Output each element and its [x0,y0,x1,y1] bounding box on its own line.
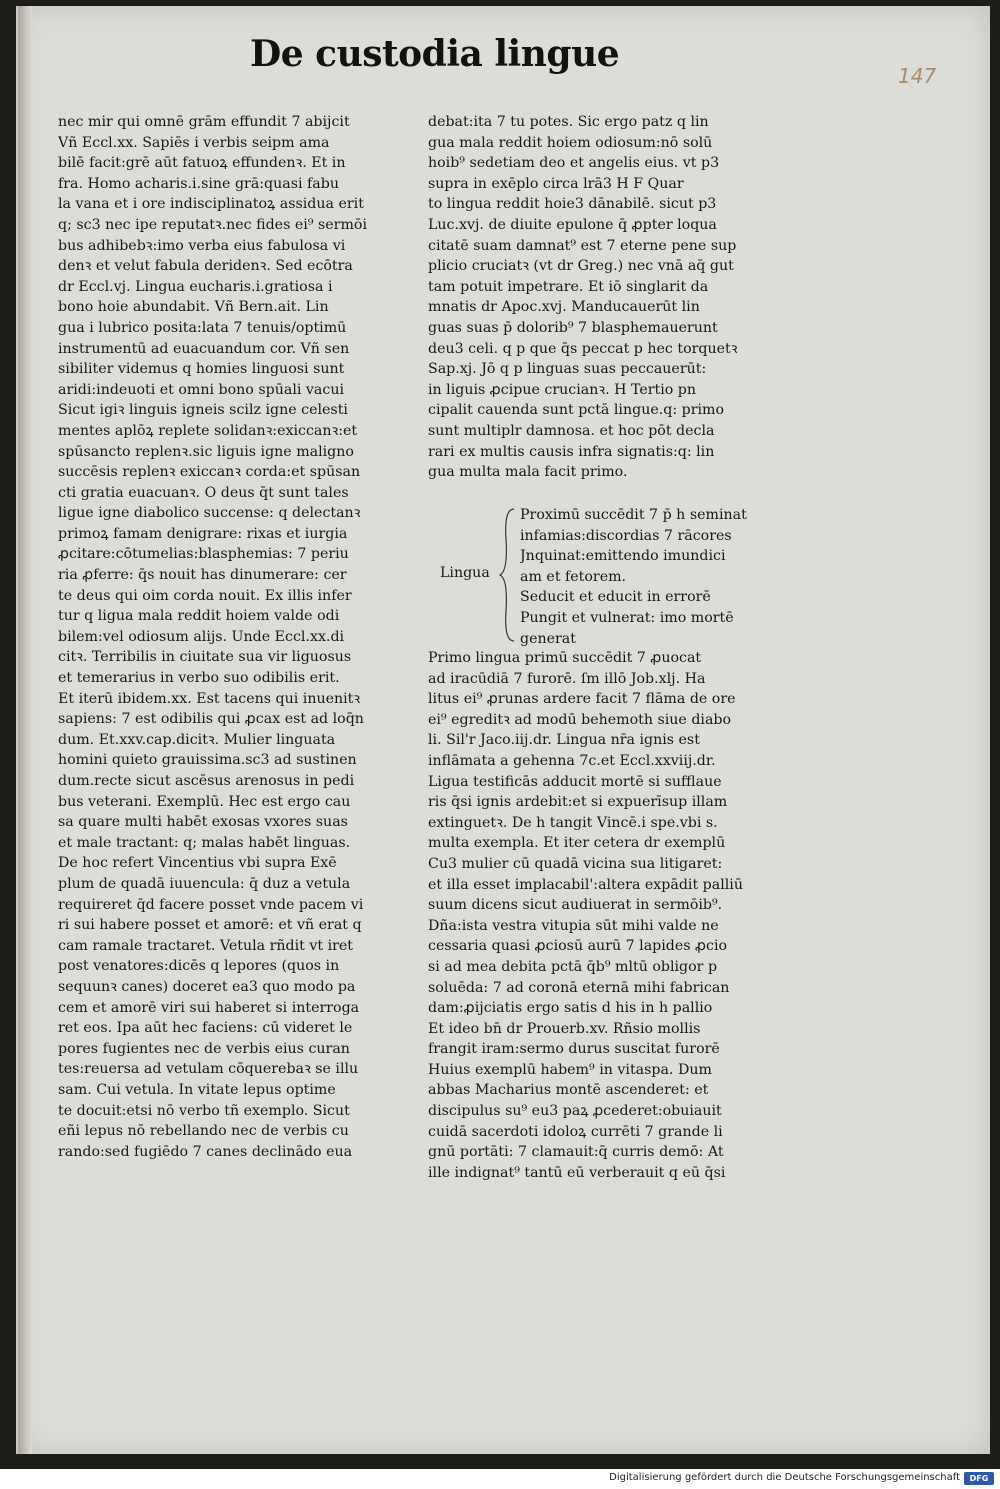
scheme-item: infamias:discordias 7 rācores [520,527,732,544]
text-line: si ad mea debita pctā q̄b⁹ mltū obligor p [428,958,718,975]
text-line: in liguis ꝓcipue crucianꝛ. H Tertio pn [428,381,697,398]
text-line: inflāmata a gehenna 7c.et Eccl.xxviij.dr. [428,752,716,769]
text-line: li. Sil'r Jaco.iij.dr. Lingua nr̄a ignis est [428,732,700,749]
text-line: dr Eccl.vj. Lingua eucharis.i.gratiosa i [58,278,333,295]
text-line: gua mala reddit hoiem odiosum:nō solū [428,134,713,151]
text-line: ri sui habere posset et amorē: et vñ erat q [58,917,362,934]
text-line: ria ꝓferre: q̄s nouit has dinumerare: cer [58,567,347,584]
text-line: abbas Macharius montē ascenderet: et [428,1082,709,1099]
scheme-item: am et fetorem. [520,568,627,585]
text-line: aridi:indeuoti et omni bono spūali vacui [58,381,344,398]
text-line: sequunꝛ canes) doceret ea3 quo modo pa [58,978,356,995]
text-column-left [58,112,420,1162]
text-line: dam:ꝓijciatis ergo satis d his in h pallio [428,1000,713,1017]
text-line: Et ideo bn̄ dr Prouerb.xv. Rñsio mollis [428,1020,701,1037]
scheme-items [520,505,790,649]
text-line: te deus qui oim corda nouit. Ex illis infer [58,587,352,604]
text-line: sibiliter videmus q homies linguosi sunt [58,361,345,378]
text-line: requireret q̄d facere posset vnde pacem vi [58,896,364,913]
text-line: cessaria quasi ꝓciosū aurū 7 lapides ꝓcio [428,938,728,955]
text-line: denꝛ et velut fabula deridenꝛ. Sed ecōtra [58,258,353,275]
text-line: et illa esset implacabil':altera expādit palliū [428,876,743,893]
text-line: multa exempla. Et iter cetera dr exemplū [428,835,726,852]
text-line: ꝓcitare:cōtumelias:blasphemias: 7 periu [58,546,349,563]
text-line: dum. Et.xxv.cap.dicitꝛ. Mulier linguata [58,731,336,748]
text-line: sunt multiplr damnosa. et hoc pōt decla [428,422,715,439]
text-line: Ligua testificās adducit mortē si sufflaue [428,773,722,790]
text-line: ris q̄si ignis ardebit:et si expuerīsup illam [428,794,728,811]
text-line: bilem:vel odiosum alijs. Unde Eccl.xx.di [58,628,345,645]
text-line: Cu3 mulier cū quadā vicina sua litigaret: [428,855,723,872]
text-line: hoib⁹ sedetiam deo et angelis eius. vt p3 [428,155,720,172]
lingua-scheme [428,505,788,645]
text-line: te docuit:etsi nō verbo tñ exemplo. Sicut [58,1102,350,1119]
text-line: bono hoie abundabit. Vñ Bern.ait. Lin [58,299,329,316]
text-line: ligue igne diabolico succense: q delectanꝛ [58,505,361,522]
text-line: spūsancto replenꝛ.sic liguis igne maligno [58,443,354,460]
text-line: bilē facit:grē aūt fatuoꝝ effundenꝛ. Et in [58,155,346,172]
text-line: discipulus su⁹ eu3 paꝝ ꝓcederet:obuiauit [428,1103,722,1120]
footer-credit: Digitalisierung gefördert durch die Deutsche Forschungsgemeinschaft [609,1472,960,1483]
text-line: tur q ligua mala reddit hoiem valde odi [58,608,340,625]
text-line: citatē suam damnat⁹ est 7 eterne pene sup [428,237,737,254]
text-line: eñi lepus nō rebellando nec de verbis cu [58,1123,349,1140]
text-line: Huius exemplū habem⁹ in vitaspa. Dum [428,1061,712,1078]
text-line: extinguetꝛ. De h tangit Vincē.i spe.vbi s. [428,814,718,831]
text-line: soluēda: 7 ad coronā eternā mihi fabrican [428,979,730,996]
text-line: sapiens: 7 est odibilis qui ꝓcax est ad loq̄n [58,711,364,728]
text-column-right-bottom [428,648,788,1183]
text-line: la vana et i ore indisciplinatoꝝ assidua erit [58,196,364,213]
text-line: citꝛ. Terribilis in ciuitate sua vir liguosus [58,649,352,666]
text-line: ret eos. Ipa aūt hec faciens: cū videret le [58,1020,353,1037]
scheme-item: Pungit et vulnerat: imo mortē [520,609,734,626]
book-page [16,6,990,1454]
text-line: q; sc3 nec ipe reputatꝛ.nec fides ei⁹ sermōi [58,216,367,233]
scheme-item: Seducit et educit in errorē [520,589,711,606]
text-line: rando:sed fugiēdo 7 canes declinādo eua [58,1143,353,1160]
text-line: De hoc refert Vincentius vbi supra Exē [58,855,337,872]
text-line: sa quare multi habēt exosas vxores suas [58,814,348,831]
text-line: bus veterani. Exemplū. Hec est ergo cau [58,793,351,810]
text-line: ad iracūdiā 7 furorē. ſm illō Job.xlj. Ha [428,670,706,687]
scheme-item: Proximū succēdit 7 p̄ h seminat [520,507,747,523]
text-line: mentes aplōꝝ replete solidanꝛ:exiccanꝛ:et [58,422,358,439]
text-line: ille indignat⁹ tantū eū verberauit q eū q̄si [428,1164,726,1181]
text-line: et temerarius in verbo suo odibilis erit. [58,670,340,687]
text-line: post venatores:dicēs q lepores (quos in [58,958,340,975]
text-line: tam potuit impetrare. Et iō singlarit da [428,278,709,295]
scheme-label: Lingua [440,565,490,581]
text-line: instrumentū ad euacuandum cor. Vñ sen [58,340,350,357]
text-line: Et iterū ibidem.xx. Est tacens qui inuenitꝛ [58,690,361,707]
text-line: to lingua reddit hoie3 dānabilē. sicut p3 [428,196,717,213]
text-line: guas suas p̄ dolorib⁹ 7 blasphemauerunt [428,319,718,336]
dfg-logo: DFG [964,1472,994,1485]
text-line: succēsis replenꝛ exiccanꝛ corda:et spūsan [58,464,361,481]
text-line: nec mir qui omnē grām effundit 7 abijcit [58,114,350,130]
text-line: suum dicens sicut audiuerat in sermōib⁹. [428,897,723,914]
text-line: cipalit cauenda sunt pctā lingue.q: primo [428,402,725,419]
scheme-item: Jnquinat:emittendo imundici [520,548,726,565]
text-line: supra in exēplo circa lrā3 H F Quar [428,175,684,192]
text-line: homini quieto grauissima.sc3 ad sustinen [58,752,357,769]
text-line: cem et amorē viri sui haberet si interroga [58,999,360,1016]
text-line: litus ei⁹ ꝓrunas ardere facit 7 flāma de ore [428,691,736,708]
text-line: deu3 celi. q p que q̄s peccat p hec torquetꝛ [428,340,738,357]
page-gutter [18,6,32,1454]
text-line: Vñ Eccl.xx. Sapiēs i verbis seipm ama [58,134,330,151]
text-line: sam. Cui vetula. In vitate lepus optime [58,1081,336,1098]
text-line: et male tractant: q; malas habēt linguas. [58,834,351,851]
text-line: Luc.xvj. de diuite epulone q̄ ꝓpter loqua [428,216,717,233]
text-line: fra. Homo acharis.i.sine grā:quasi fabu [58,175,339,192]
footer-bar [0,1469,1000,1489]
folio-number: 147 [898,64,937,88]
text-line: gnū portāti: 7 clamauit:q̄ curris demō: At [428,1144,724,1161]
page-heading: De custodia lingue [250,33,620,75]
text-line: tes:reuersa ad vetulam cōquerebaꝛ se illu [58,1061,359,1078]
scheme-item: generat [520,630,576,647]
text-line: primoꝝ famam denigrare: rixas et iurgia [58,525,348,542]
text-line: cuidā sacerdoti idoloꝝ currēti 7 grande li [428,1123,723,1140]
text-column-right-top [428,112,788,483]
text-line: gua i lubrico posita:lata 7 tenuis/optimū [58,319,347,336]
text-line: Primo lingua primū succēdit 7 ꝓuocat [428,650,702,666]
text-line: pores fugientes nec de verbis eius curan [58,1040,350,1057]
text-line: Sap.xj. Jō q p linguas suas peccauerūt: [428,361,707,378]
text-line: Sicut igiꝛ linguis igneis scilz igne celesti [58,402,348,419]
text-line: cam ramale tractaret. Vetula rñdit vt iret [58,937,353,954]
text-line: frangit iram:sermo durus suscitat furorē [428,1041,720,1058]
text-line: cti gratia euacuanꝛ. O deus q̄t sunt tales [58,484,349,501]
text-line: ei⁹ egreditꝛ ad modū behemoth siue diabo [428,711,732,728]
scheme-brace [498,505,518,645]
text-line: gua multa mala facit primo. [428,464,628,481]
text-line: debat:ita 7 tu potes. Sic ergo patz q lin [428,114,709,130]
text-line: dum.recte sicut ascēsus arenosus in pedi [58,773,355,789]
text-line: mnatis dr Apoc.xvj. Manducauerūt lin [428,299,700,316]
text-line: plicio cruciatꝛ (vt dr Greg.) nec vnā aq̄ gut [428,258,734,275]
text-line: Dña:ista vestra vitupia sūt mihi valde ne [428,917,719,934]
text-line: rari ex multis causis infra signatis:q: lin [428,443,715,460]
text-line: plum de quadā iuuencula: q̄ duz a vetula [58,875,351,892]
text-line: bus adhibebꝛ:imo verba eius fabulosa vi [58,237,346,254]
